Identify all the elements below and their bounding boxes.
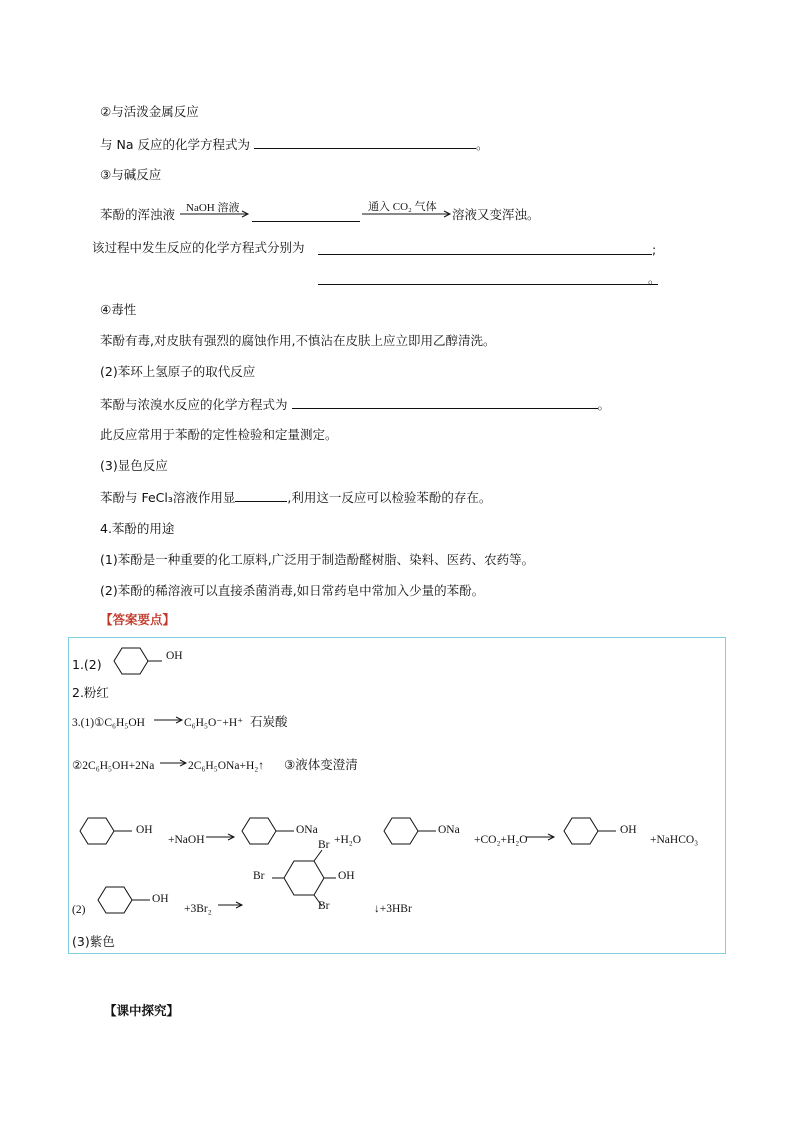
answer-blank-color[interactable] [235,489,287,502]
answer-blank-intermediate[interactable] [252,221,360,222]
br-label-bottom: Br [318,900,330,912]
product-nahco3: +NaHCO₃ [650,834,699,846]
arrow-label-co2: 通入 CO₂ 气体 [368,201,437,213]
arrow-na-icon [160,759,190,767]
arrow-icon [218,901,246,909]
ionize-products: C₆H₅O⁻+H⁺ [184,717,244,729]
line-na-reaction: 与 Na 反应的化学方程式为 。 [100,137,489,152]
answer-purple: (3)紫色 [72,934,115,949]
answer-title: 【答案要点】 [100,612,176,627]
arrow-icon [526,833,558,841]
answer-blank-na[interactable] [254,136,476,149]
oh-label: OH [338,870,355,882]
line-color-reaction: (3)显色反应 [100,458,168,473]
oh-label: OH [152,893,169,905]
line-toxicity-desc: 苯酚有毒,对皮肤有强烈的腐蚀作用,不慎沾在皮肤上应立即用乙醇清洗。 [100,333,496,348]
product-water: +H₂O [334,834,362,846]
semicolon: ; [652,242,657,257]
na-products: 2C₆H₅ONa+H₂↑ [188,760,265,772]
phenol-structure-icon [106,645,168,677]
arrow-icon [206,833,238,841]
phenol-turbid-label: 苯酚的浑浊液 [100,207,176,222]
line-base-reaction: ③与碱反应 [100,167,162,182]
line-bromine: 苯酚与浓溴水反应的化学方程式为 。 [100,397,611,412]
line-fecl3: 苯酚与 FeCl₃溶液作用显 ,利用这一反应可以检验苯酚的存在。 [100,490,492,505]
oh-label: OH [166,650,183,662]
answer-3: 3.(1)①C₆H₅OH [72,717,145,729]
ona-label: ONa [296,824,318,836]
turbid-again-label: 溶液又变浑浊。 [452,207,540,222]
line-bromine-use: 此反应常用于苯酚的定性检验和定量测定。 [100,427,338,442]
section-footer: 【课中探究】 [104,1003,180,1018]
line-use-1: (1)苯酚是一种重要的化工原料,广泛用于制造酚醛树脂、染料、医药、农药等。 [100,552,535,567]
arrow-naoh-icon [180,210,252,218]
sodium-phenoxide-structure-icon [380,815,442,847]
phenol-structure-icon [94,884,156,916]
oh-label: OH [620,824,637,836]
line-substitution: (2)苯环上氢原子的取代反应 [100,364,256,379]
ona-label: ONa [438,824,460,836]
line-toxicity: ④毒性 [100,302,137,317]
line-uses: 4.苯酚的用途 [100,521,175,536]
answer-blank-equation-1[interactable] [318,254,652,255]
arrow-ionize-icon [154,716,186,724]
line-equations: 该过程中发生反应的化学方程式分别为 [92,240,305,255]
answer-2: 2.粉红 [72,685,109,700]
product-hbr: ↓+3HBr [374,903,412,915]
br-label-left: Br [253,870,265,882]
clear-liquid-label: ③液体变澄清 [284,757,358,772]
period: 。 [648,271,661,286]
answer-na: ②2C₆H₅OH+2Na [72,760,155,772]
answer-blank-bromine[interactable] [292,396,598,409]
answer-blank-equation-2[interactable] [318,284,658,285]
phenol-structure-icon [76,815,138,847]
line-use-2: (2)苯酚的稀溶液可以直接杀菌消毒,如日常药皂中常加入少量的苯酚。 [100,583,485,598]
phenol-structure-icon [560,815,622,847]
sodium-phenoxide-structure-icon [238,815,300,847]
carbolic-acid-label: 石炭酸 [250,714,288,729]
reagent-bromine: +3Br₂ [184,903,212,915]
reagent-naoh: +NaOH [168,834,205,846]
answer-bromination: (2) [72,904,86,916]
br-label-top: Br [318,839,330,851]
arrow-label-naoh: NaOH 溶液 [186,202,240,214]
oh-label: OH [136,824,153,836]
answer-1: 1.(2) [72,657,102,672]
arrow-co2-icon [362,210,454,218]
reagent-co2-water: +CO₂+H₂O [474,834,528,846]
line-reactive-metal: ②与活泼金属反应 [100,104,199,119]
